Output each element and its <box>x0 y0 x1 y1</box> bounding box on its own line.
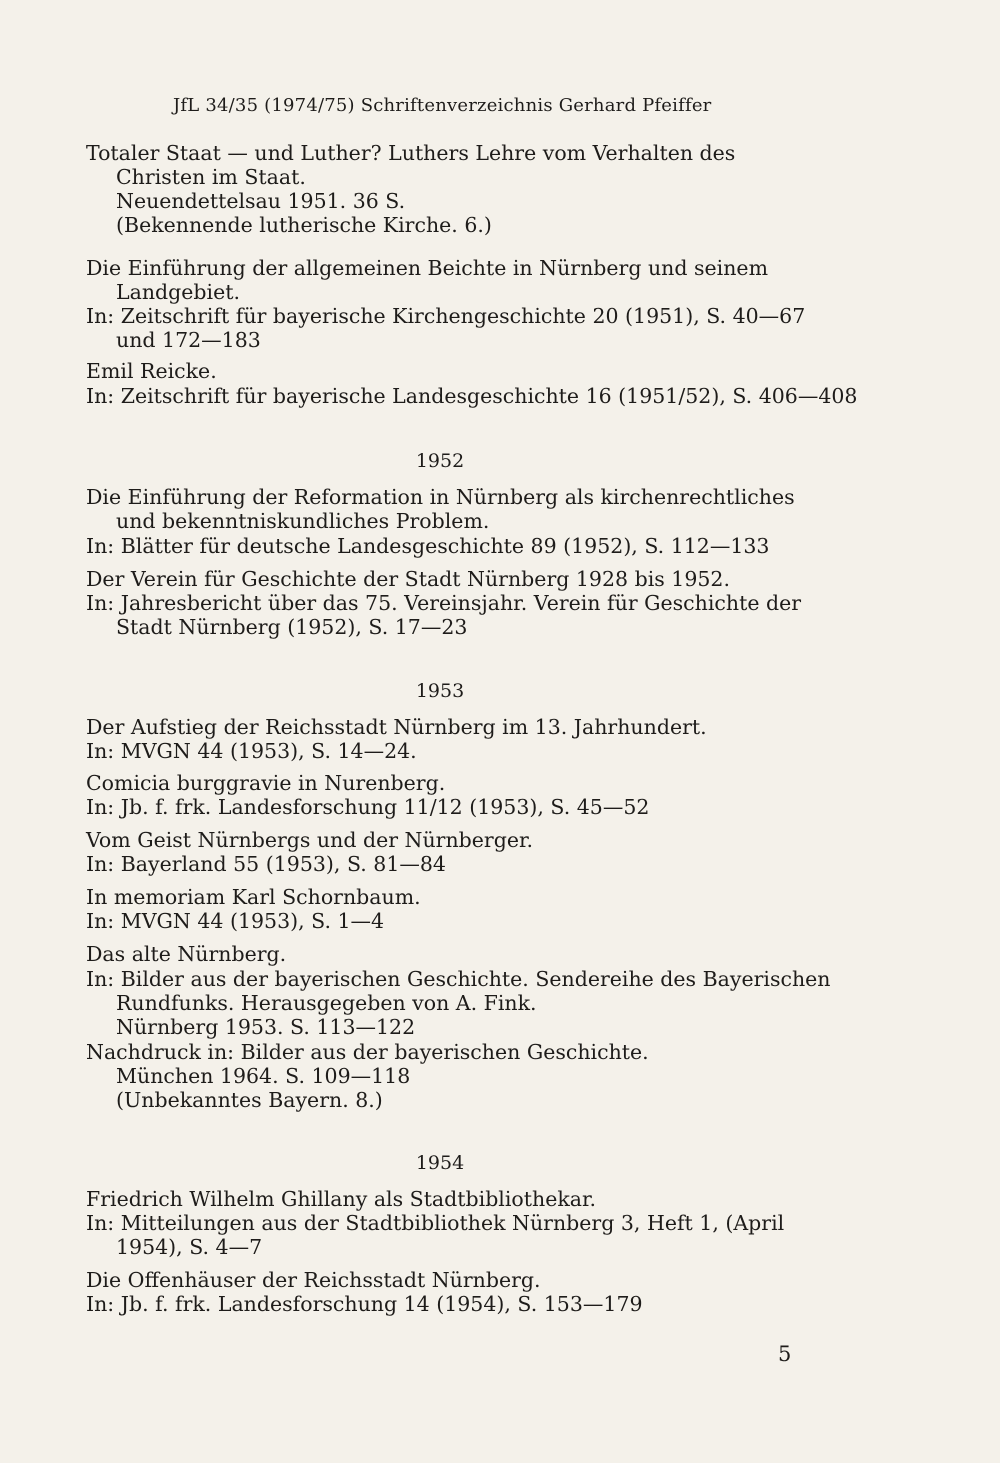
entry-title-line: In memoriam Karl Schornbaum. <box>86 885 421 909</box>
entry-title-line: Landgebiet. <box>116 280 240 304</box>
year-heading: 1952 <box>415 450 465 472</box>
entry-source-line: In: MVGN 44 (1953), S. 14—24. <box>86 739 417 763</box>
entry-imprint-line: Neuendettelsau 1951. 36 S. <box>116 189 406 213</box>
entry-series-line: (Bekennende lutherische Kirche. 6.) <box>116 213 492 237</box>
entry-title-line: Die Einführung der allgemeinen Beichte in Nürnberg und seinem <box>86 256 769 280</box>
entry-source-line: In: Bayerland 55 (1953), S. 81—84 <box>86 852 446 876</box>
entry-title-line: Totaler Staat — und Luther? Luthers Lehre vom Verhalten des <box>86 141 736 165</box>
entry-title-line: Comicia burggravie in Nurenberg. <box>86 771 446 795</box>
entry-title-line: Der Aufstieg der Reichsstadt Nürnberg im 13. Jahrhundert. <box>86 715 707 739</box>
entry-source-line: In: Blätter für deutsche Landesgeschichte 89 (1952), S. 112—133 <box>86 534 770 558</box>
year-heading: 1953 <box>415 680 465 702</box>
entry-source-line: In: Jahresbericht über das 75. Vereinsjahr. Verein für Geschichte der <box>86 591 802 615</box>
entry-source-line: In: Jb. f. frk. Landesforschung 14 (1954), S. 153—179 <box>86 1292 643 1316</box>
entry-series-line: (Unbekanntes Bayern. 8.) <box>116 1088 383 1112</box>
entry-imprint-line: München 1964. S. 109—118 <box>116 1064 411 1088</box>
entry-title-line: Vom Geist Nürnbergs und der Nürnberger. <box>86 828 534 852</box>
entry-source-line: In: Mitteilungen aus der Stadtbibliothek Nürnberg 3, Heft 1, (April <box>86 1211 785 1235</box>
entry-title-line: Die Offenhäuser der Reichsstadt Nürnberg. <box>86 1268 541 1292</box>
entry-title-line: Der Verein für Geschichte der Stadt Nürnberg 1928 bis 1952. <box>86 567 730 591</box>
entry-source-line: 1954), S. 4—7 <box>116 1235 263 1259</box>
entry-reprint-line: Nachdruck in: Bilder aus der bayerischen Geschichte. <box>86 1040 649 1064</box>
entry-source-line: In: Zeitschrift für bayerische Landesgeschichte 16 (1951/52), S. 406—408 <box>86 384 858 408</box>
entry-title-line: Die Einführung der Reformation in Nürnberg als kirchenrechtliches <box>86 485 795 509</box>
entry-title-line: und bekenntniskundliches Problem. <box>116 509 490 533</box>
entry-source-line: Stadt Nürnberg (1952), S. 17—23 <box>116 615 468 639</box>
entry-title-line: Emil Reicke. <box>86 359 217 383</box>
entry-source-line: In: Bilder aus der bayerischen Geschichte. Sendereihe des Bayerischen <box>86 967 831 991</box>
entry-source-line: Rundfunks. Herausgegeben von A. Fink. <box>116 991 537 1015</box>
year-heading: 1954 <box>415 1152 465 1174</box>
entry-source-line: In: Jb. f. frk. Landesforschung 11/12 (1953), S. 45—52 <box>86 795 650 819</box>
page-number: 5 <box>778 1342 792 1366</box>
entry-title-line: Christen im Staat. <box>116 165 306 189</box>
entry-source-line: In: Zeitschrift für bayerische Kirchengeschichte 20 (1951), S. 40—67 <box>86 304 806 328</box>
entry-title-line: Das alte Nürnberg. <box>86 942 287 966</box>
running-head: JfL 34/35 (1974/75) Schriftenverzeichnis Gerhard Pfeiffer <box>173 95 712 116</box>
entry-title-line: Friedrich Wilhelm Ghillany als Stadtbibliothekar. <box>86 1187 597 1211</box>
entry-source-line: und 172—183 <box>116 328 261 352</box>
entry-source-line: In: MVGN 44 (1953), S. 1—4 <box>86 909 385 933</box>
entry-imprint-line: Nürnberg 1953. S. 113—122 <box>116 1015 416 1039</box>
